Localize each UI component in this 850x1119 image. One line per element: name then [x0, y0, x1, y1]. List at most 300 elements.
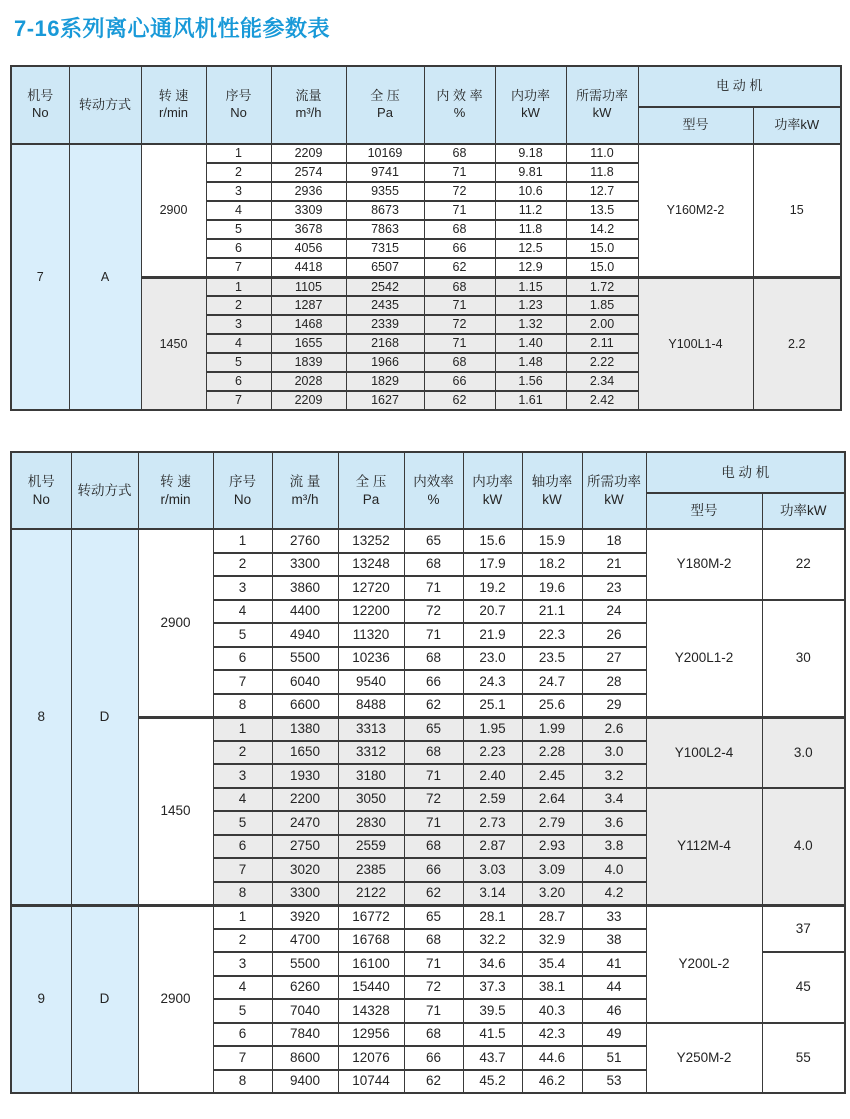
efficiency-cell: 68 [424, 277, 495, 296]
seq-cell: 5 [206, 353, 271, 372]
flow-cell: 6600 [272, 694, 338, 718]
motor-power-cell: 4.0 [762, 788, 845, 906]
internal-power-cell: 1.15 [495, 277, 566, 296]
motor-power-cell: 3.0 [762, 717, 845, 788]
internal-power-cell: 32.2 [463, 929, 522, 953]
col-machine-no: 机号 No [11, 66, 69, 144]
flow-cell: 2470 [272, 811, 338, 835]
efficiency-cell: 66 [404, 1046, 463, 1070]
pressure-cell: 2830 [338, 811, 404, 835]
seq-cell: 8 [213, 1070, 272, 1094]
col-pressure: 全 压 Pa [338, 452, 404, 529]
motor-power-cell: 37 [762, 905, 845, 952]
internal-power-cell: 17.9 [463, 553, 522, 577]
shaft-power-cell: 23.5 [522, 647, 582, 671]
motor-power-cell: 45 [762, 952, 845, 1023]
motor-power-cell: 55 [762, 1023, 845, 1094]
pressure-cell: 16772 [338, 905, 404, 929]
pressure-cell: 2559 [338, 835, 404, 859]
pressure-cell: 2122 [338, 882, 404, 906]
col-flow: 流量 m³/h [271, 66, 346, 144]
speed-cell: 1450 [138, 717, 213, 905]
table-row [11, 905, 845, 929]
col-efficiency: 内 效 率 % [424, 66, 495, 144]
seq-cell: 4 [206, 334, 271, 353]
flow-cell: 2936 [271, 182, 346, 201]
required-power-cell: 3.6 [582, 811, 646, 835]
required-power-cell: 51 [582, 1046, 646, 1070]
shaft-power-cell: 2.93 [522, 835, 582, 859]
internal-power-cell: 1.48 [495, 353, 566, 372]
flow-cell: 3309 [271, 201, 346, 220]
internal-power-cell: 2.59 [463, 788, 522, 812]
efficiency-cell: 72 [404, 600, 463, 624]
flow-cell: 3860 [272, 576, 338, 600]
required-power-cell: 3.0 [582, 741, 646, 765]
col-motor-model: 型号 [646, 493, 762, 529]
motor-model-cell: Y160M2-2 [638, 144, 753, 277]
seq-cell: 6 [206, 239, 271, 258]
pressure-cell: 8673 [346, 201, 424, 220]
pressure-cell: 11320 [338, 623, 404, 647]
internal-power-cell: 9.18 [495, 144, 566, 163]
flow-cell: 2028 [271, 372, 346, 391]
efficiency-cell: 62 [404, 1070, 463, 1094]
seq-cell: 6 [213, 835, 272, 859]
shaft-power-cell: 2.79 [522, 811, 582, 835]
required-power-cell: 24 [582, 600, 646, 624]
required-power-cell: 14.2 [566, 220, 638, 239]
col-motor-model: 型号 [638, 107, 753, 144]
shaft-power-cell: 38.1 [522, 976, 582, 1000]
efficiency-cell: 62 [424, 391, 495, 410]
efficiency-cell: 71 [424, 334, 495, 353]
shaft-power-cell: 24.7 [522, 670, 582, 694]
col-motor: 电 动 机 [638, 66, 841, 107]
motor-model-cell: Y100L1-4 [638, 277, 753, 410]
flow-cell: 8600 [272, 1046, 338, 1070]
flow-cell: 1468 [271, 315, 346, 334]
flow-cell: 1930 [272, 764, 338, 788]
pressure-cell: 3312 [338, 741, 404, 765]
internal-power-cell: 43.7 [463, 1046, 522, 1070]
drive-mode-cell: A [69, 144, 141, 410]
required-power-cell: 3.8 [582, 835, 646, 859]
required-power-cell: 53 [582, 1070, 646, 1094]
internal-power-cell: 28.1 [463, 905, 522, 929]
pressure-cell: 9355 [346, 182, 424, 201]
pressure-cell: 2435 [346, 296, 424, 315]
flow-cell: 5500 [272, 952, 338, 976]
pressure-cell: 12200 [338, 600, 404, 624]
seq-cell: 5 [213, 811, 272, 835]
pressure-cell: 12956 [338, 1023, 404, 1047]
speed-cell: 1450 [141, 277, 206, 410]
internal-power-cell: 41.5 [463, 1023, 522, 1047]
internal-power-cell: 11.2 [495, 201, 566, 220]
required-power-cell: 15.0 [566, 239, 638, 258]
efficiency-cell: 71 [424, 201, 495, 220]
motor-power-cell: 30 [762, 600, 845, 718]
internal-power-cell: 1.23 [495, 296, 566, 315]
seq-cell: 4 [213, 788, 272, 812]
seq-cell: 3 [213, 764, 272, 788]
required-power-cell: 13.5 [566, 201, 638, 220]
required-power-cell: 33 [582, 905, 646, 929]
motor-model-cell: Y250M-2 [646, 1023, 762, 1094]
shaft-power-cell: 28.7 [522, 905, 582, 929]
pressure-cell: 14328 [338, 999, 404, 1023]
shaft-power-cell: 22.3 [522, 623, 582, 647]
required-power-cell: 3.2 [582, 764, 646, 788]
col-pressure: 全 压 Pa [346, 66, 424, 144]
col-internal-power: 内功率 kW [495, 66, 566, 144]
internal-power-cell: 1.95 [463, 717, 522, 741]
flow-cell: 2760 [272, 529, 338, 553]
internal-power-cell: 34.6 [463, 952, 522, 976]
required-power-cell: 15.0 [566, 258, 638, 277]
efficiency-cell: 71 [424, 296, 495, 315]
efficiency-cell: 65 [404, 529, 463, 553]
internal-power-cell: 10.6 [495, 182, 566, 201]
pressure-cell: 1966 [346, 353, 424, 372]
shaft-power-cell: 15.9 [522, 529, 582, 553]
internal-power-cell: 12.5 [495, 239, 566, 258]
shaft-power-cell: 32.9 [522, 929, 582, 953]
seq-cell: 1 [213, 717, 272, 741]
flow-cell: 4700 [272, 929, 338, 953]
table-row [11, 144, 841, 163]
speed-cell: 2900 [138, 905, 213, 1093]
internal-power-cell: 1.32 [495, 315, 566, 334]
efficiency-cell: 65 [404, 905, 463, 929]
machine-no-cell: 7 [11, 144, 69, 410]
table-row [11, 529, 845, 553]
seq-cell: 6 [206, 372, 271, 391]
seq-cell: 3 [206, 315, 271, 334]
internal-power-cell: 12.9 [495, 258, 566, 277]
required-power-cell: 2.00 [566, 315, 638, 334]
drive-mode-cell: D [71, 905, 138, 1093]
col-motor: 电 动 机 [646, 452, 845, 493]
machine-no-cell: 8 [11, 529, 71, 905]
flow-cell: 3920 [272, 905, 338, 929]
flow-cell: 3300 [272, 553, 338, 577]
pressure-cell: 9540 [338, 670, 404, 694]
internal-power-cell: 1.61 [495, 391, 566, 410]
efficiency-cell: 68 [404, 647, 463, 671]
header-row [11, 452, 845, 493]
required-power-cell: 23 [582, 576, 646, 600]
seq-cell: 8 [213, 882, 272, 906]
flow-cell: 2750 [272, 835, 338, 859]
internal-power-cell: 1.56 [495, 372, 566, 391]
flow-cell: 4940 [272, 623, 338, 647]
required-power-cell: 18 [582, 529, 646, 553]
motor-model-cell: Y100L2-4 [646, 717, 762, 788]
required-power-cell: 29 [582, 694, 646, 718]
col-shaft-power: 轴功率 kW [522, 452, 582, 529]
pressure-cell: 6507 [346, 258, 424, 277]
internal-power-cell: 2.40 [463, 764, 522, 788]
shaft-power-cell: 44.6 [522, 1046, 582, 1070]
seq-cell: 2 [206, 163, 271, 182]
shaft-power-cell: 25.6 [522, 694, 582, 718]
speed-cell: 2900 [141, 144, 206, 277]
pressure-cell: 7315 [346, 239, 424, 258]
pressure-cell: 1627 [346, 391, 424, 410]
pressure-cell: 2542 [346, 277, 424, 296]
seq-cell: 1 [213, 529, 272, 553]
seq-cell: 3 [213, 576, 272, 600]
col-drive-mode: 转动方式 [71, 452, 138, 529]
efficiency-cell: 72 [424, 182, 495, 201]
required-power-cell: 44 [582, 976, 646, 1000]
shaft-power-cell: 2.45 [522, 764, 582, 788]
col-internal-power: 内功率 kW [463, 452, 522, 529]
motor-model-cell: Y200L1-2 [646, 600, 762, 718]
efficiency-cell: 66 [424, 239, 495, 258]
col-drive-mode: 转动方式 [69, 66, 141, 144]
required-power-cell: 2.6 [582, 717, 646, 741]
seq-cell: 2 [213, 929, 272, 953]
motor-power-cell: 22 [762, 529, 845, 600]
flow-cell: 3678 [271, 220, 346, 239]
internal-power-cell: 19.2 [463, 576, 522, 600]
efficiency-cell: 68 [404, 929, 463, 953]
perf-table-8-9-slot [10, 451, 850, 1094]
col-required-power: 所需功率 kW [582, 452, 646, 529]
efficiency-cell: 66 [404, 858, 463, 882]
internal-power-cell: 37.3 [463, 976, 522, 1000]
seq-cell: 6 [213, 647, 272, 671]
perf-table-7-slot [10, 65, 850, 411]
flow-cell: 4418 [271, 258, 346, 277]
efficiency-cell: 71 [404, 952, 463, 976]
required-power-cell: 49 [582, 1023, 646, 1047]
speed-cell: 2900 [138, 529, 213, 717]
shaft-power-cell: 3.20 [522, 882, 582, 906]
required-power-cell: 2.11 [566, 334, 638, 353]
required-power-cell: 1.85 [566, 296, 638, 315]
motor-power-cell: 15 [753, 144, 841, 277]
col-motor-power: 功率kW [762, 493, 845, 529]
pressure-cell: 10236 [338, 647, 404, 671]
col-motor-power: 功率kW [753, 107, 841, 144]
efficiency-cell: 65 [404, 717, 463, 741]
shaft-power-cell: 35.4 [522, 952, 582, 976]
motor-model-cell: Y200L-2 [646, 905, 762, 1023]
efficiency-cell: 71 [404, 764, 463, 788]
seq-cell: 6 [213, 1023, 272, 1047]
internal-power-cell: 2.87 [463, 835, 522, 859]
shaft-power-cell: 18.2 [522, 553, 582, 577]
pressure-cell: 9741 [346, 163, 424, 182]
pressure-cell: 12720 [338, 576, 404, 600]
pressure-cell: 8488 [338, 694, 404, 718]
required-power-cell: 11.8 [566, 163, 638, 182]
internal-power-cell: 3.14 [463, 882, 522, 906]
motor-model-cell: Y112M-4 [646, 788, 762, 906]
efficiency-cell: 72 [404, 788, 463, 812]
col-required-power: 所需功率 kW [566, 66, 638, 144]
pressure-cell: 13248 [338, 553, 404, 577]
required-power-cell: 3.4 [582, 788, 646, 812]
efficiency-cell: 68 [404, 835, 463, 859]
efficiency-cell: 68 [424, 220, 495, 239]
shaft-power-cell: 2.64 [522, 788, 582, 812]
pressure-cell: 7863 [346, 220, 424, 239]
efficiency-cell: 62 [404, 882, 463, 906]
seq-cell: 2 [213, 553, 272, 577]
efficiency-cell: 68 [424, 353, 495, 372]
efficiency-cell: 62 [404, 694, 463, 718]
flow-cell: 3020 [272, 858, 338, 882]
header-row [11, 66, 841, 107]
seq-cell: 4 [213, 600, 272, 624]
internal-power-cell: 3.03 [463, 858, 522, 882]
motor-power-cell: 2.2 [753, 277, 841, 410]
seq-cell: 2 [206, 296, 271, 315]
col-seq: 序号 No [213, 452, 272, 529]
efficiency-cell: 71 [404, 576, 463, 600]
tables-container [10, 65, 850, 1094]
required-power-cell: 38 [582, 929, 646, 953]
seq-cell: 7 [213, 858, 272, 882]
pressure-cell: 16100 [338, 952, 404, 976]
pressure-cell: 1829 [346, 372, 424, 391]
seq-cell: 8 [213, 694, 272, 718]
shaft-power-cell: 42.3 [522, 1023, 582, 1047]
shaft-power-cell: 1.99 [522, 717, 582, 741]
internal-power-cell: 11.8 [495, 220, 566, 239]
pressure-cell: 2168 [346, 334, 424, 353]
internal-power-cell: 20.7 [463, 600, 522, 624]
seq-cell: 7 [206, 391, 271, 410]
flow-cell: 6040 [272, 670, 338, 694]
flow-cell: 6260 [272, 976, 338, 1000]
efficiency-cell: 68 [404, 1023, 463, 1047]
seq-cell: 7 [213, 670, 272, 694]
seq-cell: 4 [213, 976, 272, 1000]
required-power-cell: 2.42 [566, 391, 638, 410]
internal-power-cell: 23.0 [463, 647, 522, 671]
seq-cell: 5 [206, 220, 271, 239]
seq-cell: 3 [206, 182, 271, 201]
required-power-cell: 21 [582, 553, 646, 577]
required-power-cell: 27 [582, 647, 646, 671]
efficiency-cell: 72 [404, 976, 463, 1000]
flow-cell: 2200 [272, 788, 338, 812]
shaft-power-cell: 21.1 [522, 600, 582, 624]
flow-cell: 7040 [272, 999, 338, 1023]
flow-cell: 1650 [272, 741, 338, 765]
flow-cell: 4400 [272, 600, 338, 624]
pressure-cell: 2385 [338, 858, 404, 882]
required-power-cell: 28 [582, 670, 646, 694]
flow-cell: 1105 [271, 277, 346, 296]
performance-table-no8-no9 [10, 451, 846, 1094]
efficiency-cell: 71 [404, 999, 463, 1023]
internal-power-cell: 21.9 [463, 623, 522, 647]
efficiency-cell: 66 [424, 372, 495, 391]
flow-cell: 1839 [271, 353, 346, 372]
pressure-cell: 10169 [346, 144, 424, 163]
efficiency-cell: 71 [404, 623, 463, 647]
flow-cell: 2574 [271, 163, 346, 182]
efficiency-cell: 68 [424, 144, 495, 163]
flow-cell: 5500 [272, 647, 338, 671]
machine-no-cell: 9 [11, 905, 71, 1093]
efficiency-cell: 66 [404, 670, 463, 694]
internal-power-cell: 25.1 [463, 694, 522, 718]
shaft-power-cell: 40.3 [522, 999, 582, 1023]
motor-model-cell: Y180M-2 [646, 529, 762, 600]
required-power-cell: 2.22 [566, 353, 638, 372]
pressure-cell: 3180 [338, 764, 404, 788]
required-power-cell: 12.7 [566, 182, 638, 201]
efficiency-cell: 68 [404, 741, 463, 765]
flow-cell: 3300 [272, 882, 338, 906]
required-power-cell: 4.2 [582, 882, 646, 906]
shaft-power-cell: 19.6 [522, 576, 582, 600]
drive-mode-cell: D [71, 529, 138, 905]
col-speed: 转 速 r/min [138, 452, 213, 529]
required-power-cell: 1.72 [566, 277, 638, 296]
pressure-cell: 13252 [338, 529, 404, 553]
internal-power-cell: 2.23 [463, 741, 522, 765]
required-power-cell: 4.0 [582, 858, 646, 882]
pressure-cell: 16768 [338, 929, 404, 953]
seq-cell: 1 [213, 905, 272, 929]
internal-power-cell: 39.5 [463, 999, 522, 1023]
seq-cell: 5 [213, 623, 272, 647]
seq-cell: 1 [206, 144, 271, 163]
seq-cell: 1 [206, 277, 271, 296]
shaft-power-cell: 3.09 [522, 858, 582, 882]
internal-power-cell: 2.73 [463, 811, 522, 835]
seq-cell: 2 [213, 741, 272, 765]
col-machine-no: 机号 No [11, 452, 71, 529]
col-efficiency: 内效率 % [404, 452, 463, 529]
flow-cell: 2209 [271, 391, 346, 410]
flow-cell: 2209 [271, 144, 346, 163]
efficiency-cell: 72 [424, 315, 495, 334]
required-power-cell: 41 [582, 952, 646, 976]
efficiency-cell: 62 [424, 258, 495, 277]
seq-cell: 7 [206, 258, 271, 277]
pressure-cell: 15440 [338, 976, 404, 1000]
flow-cell: 1380 [272, 717, 338, 741]
shaft-power-cell: 2.28 [522, 741, 582, 765]
seq-cell: 5 [213, 999, 272, 1023]
pressure-cell: 12076 [338, 1046, 404, 1070]
pressure-cell: 3313 [338, 717, 404, 741]
flow-cell: 1655 [271, 334, 346, 353]
seq-cell: 7 [213, 1046, 272, 1070]
col-seq: 序号 No [206, 66, 271, 144]
internal-power-cell: 1.40 [495, 334, 566, 353]
shaft-power-cell: 46.2 [522, 1070, 582, 1094]
pressure-cell: 2339 [346, 315, 424, 334]
efficiency-cell: 71 [424, 163, 495, 182]
required-power-cell: 26 [582, 623, 646, 647]
seq-cell: 3 [213, 952, 272, 976]
required-power-cell: 11.0 [566, 144, 638, 163]
flow-cell: 7840 [272, 1023, 338, 1047]
required-power-cell: 46 [582, 999, 646, 1023]
pressure-cell: 3050 [338, 788, 404, 812]
